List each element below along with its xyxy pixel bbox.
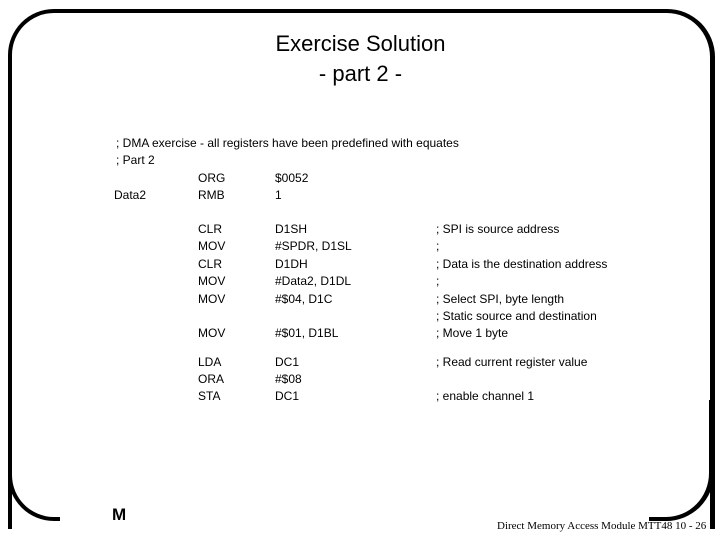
code-arg: #$04, D1C [275,292,333,306]
code-comment: ; Read current register value [436,355,588,369]
code-arg: $0052 [275,171,309,185]
code-comment: ; [436,239,440,253]
code-op: ORG [198,171,226,185]
code-op: MOV [198,326,226,340]
code-op: STA [198,389,221,403]
code-op: MOV [198,239,226,253]
comment-line-2: ; Part 2 [116,153,155,167]
code-arg: DC1 [275,389,300,403]
slide-subtitle: - part 2 - [318,61,403,86]
code-comment: ; [436,274,440,288]
motorola-logo: M [112,505,127,524]
code-comment: ; enable channel 1 [436,389,535,403]
code-arg: D1SH [275,222,308,236]
code-comment: ; Data is the destination address [436,257,608,271]
label-data2: Data2 [114,188,147,202]
code-arg: 1 [275,188,282,202]
footer-text: Direct Memory Access Module MTT48 10 - 26 [497,520,707,532]
slide-title: Exercise Solution [275,31,446,56]
code-op: RMB [198,188,225,202]
code-arg: #Data2, D1DL [275,274,352,288]
frame-gap [60,500,210,530]
code-arg: DC1 [275,355,300,369]
code-op: ORA [198,372,225,386]
code-op: MOV [198,274,226,288]
code-arg: #$01, D1BL [275,326,339,340]
code-arg: #$08 [275,372,302,386]
code-op: LDA [198,355,222,369]
code-comment: ; SPI is source address [436,222,560,236]
code-comment: ; Select SPI, byte length [436,292,565,306]
code-op: CLR [198,222,223,236]
code-comment: ; Static source and destination [436,309,597,323]
code-arg: D1DH [275,257,308,271]
comment-line-1: ; DMA exercise - all registers have been predefined with equates [116,136,459,150]
code-arg: #SPDR, D1SL [275,239,352,253]
code-op: MOV [198,292,226,306]
code-op: CLR [198,257,223,271]
code-comment: ; Move 1 byte [436,326,509,340]
